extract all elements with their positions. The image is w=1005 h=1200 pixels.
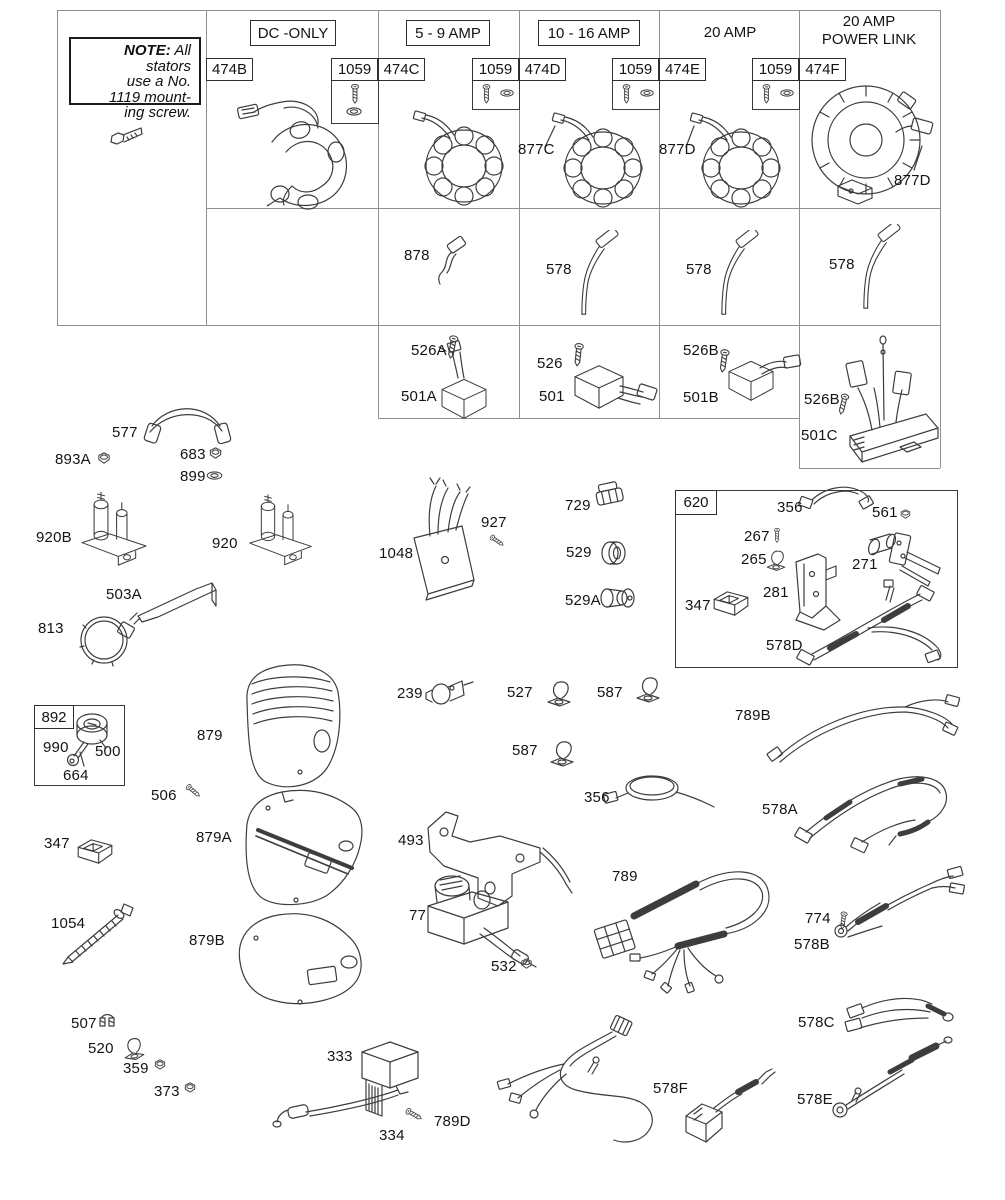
part-label-526b: 526B [683, 342, 719, 359]
part-label-774: 774 [805, 910, 831, 927]
part-tag-474d-text: 474D [524, 61, 561, 78]
part-tag-1059-5-9 [472, 58, 519, 81]
part-label-578e: 578E [797, 1091, 833, 1108]
part-label-500: 500 [95, 743, 121, 760]
part-label-789d: 789D [434, 1113, 471, 1130]
column-header-5-9-amp-text: 5 - 9 AMP [415, 24, 481, 42]
part-tag-474e [659, 58, 706, 81]
drawing-wire-356-2 [603, 776, 714, 807]
part-label-334: 334 [379, 1127, 405, 1144]
drawing-module-77 [428, 876, 536, 967]
part-label-347-2: 347 [44, 835, 70, 852]
part-label-529a: 529A [565, 592, 601, 609]
drawing-stator-474c [413, 111, 503, 205]
drawing-clamp-507 [100, 1015, 114, 1027]
part-tag-1059-20 [752, 58, 799, 81]
part-label-578f: 578F [653, 1080, 688, 1097]
part-label-526a: 526A [411, 342, 447, 359]
part-label-578a: 578A [762, 801, 798, 818]
part-label-1048: 1048 [379, 545, 414, 562]
drawing-screw-927 [489, 534, 505, 547]
part-tag-620 [675, 490, 717, 515]
part-tag-1059-10-16 [612, 58, 659, 81]
part-label-1054: 1054 [51, 915, 86, 932]
column-header-power-link-line1: 20 AMP [842, 13, 896, 30]
part-label-526: 526 [537, 355, 563, 372]
part-label-373: 373 [154, 1083, 180, 1100]
part-label-356: 356 [777, 499, 803, 516]
part-tag-1059-5-9-text: 1059 [478, 61, 513, 78]
part-label-899: 899 [180, 468, 206, 485]
drawing-regulator-501c [846, 336, 938, 462]
part-label-532: 532 [491, 958, 517, 975]
part-label-347: 347 [685, 597, 711, 614]
part-tag-892 [34, 705, 74, 729]
column-header-10-16-amp-text: 10 - 16 AMP [547, 24, 631, 42]
drawing-harness-578c [845, 998, 953, 1031]
part-label-879: 879 [197, 727, 223, 744]
part-tag-892-text: 892 [41, 708, 67, 726]
drawing-cover-879a [246, 790, 362, 904]
part-label-813: 813 [38, 620, 64, 637]
part-label-501a: 501A [401, 388, 437, 405]
part-label-664: 664 [63, 767, 89, 784]
drawing-clip-527 [548, 682, 570, 706]
part-label-529: 529 [566, 544, 592, 561]
drawing-jumper-577 [144, 409, 232, 444]
part-label-877c: 877C [518, 141, 555, 158]
part-label-893a: 893A [55, 451, 91, 468]
part-label-356-2: 356 [584, 789, 610, 806]
note-line2: use a No. [126, 73, 191, 90]
part-label-527: 527 [507, 684, 533, 701]
part-label-271: 271 [852, 556, 878, 573]
drawing-harness-578a [794, 777, 946, 853]
part-tag-474b [206, 58, 253, 81]
part-label-789: 789 [612, 868, 638, 885]
part-tag-1059-10-16-text: 1059 [618, 61, 653, 78]
drawing-harness-789d [497, 1015, 652, 1142]
drawing-bracket-503a [138, 583, 216, 622]
part-label-501: 501 [539, 388, 565, 405]
part-label-877d-2: 877D [894, 172, 931, 189]
drawing-stator-474b [237, 101, 346, 209]
column-header-dc-only-text: DC -ONLY [257, 24, 329, 42]
drawing-nut-893a [99, 453, 109, 463]
part-label-877d: 877D [659, 141, 696, 158]
drawing-note-bolt [111, 128, 142, 144]
part-label-526b-2: 526B [804, 391, 840, 408]
drawing-clip-520 [122, 1037, 144, 1061]
part-label-239: 239 [397, 685, 423, 702]
drawing-nut-532 [522, 959, 531, 968]
drawing-1059-hardware-20 [763, 85, 793, 103]
drawing-regulator-501 [575, 366, 657, 408]
drawing-grommet-529 [602, 542, 625, 564]
part-label-879a: 879A [196, 829, 232, 846]
part-label-578b: 578B [794, 936, 830, 953]
part-label-493: 493 [398, 832, 424, 849]
drawing-bracket-281 [796, 554, 840, 630]
part-label-578c: 578C [798, 1014, 835, 1031]
drawing-connector-729 [594, 481, 624, 506]
part-label-561: 561 [872, 504, 898, 521]
drawing-cover-879b [239, 914, 361, 1004]
column-header-dc-only [250, 20, 336, 46]
drawing-lead-878 [439, 236, 467, 284]
part-tag-1059-20-text: 1059 [758, 61, 793, 78]
drawing-1059-hardware-10-16 [623, 85, 653, 103]
drawing-bracket-493 [428, 812, 572, 906]
part-label-879b: 879B [189, 932, 225, 949]
drawing-switch-347-2 [78, 840, 112, 863]
part-label-587: 587 [597, 684, 623, 701]
drawing-solenoid-920b [82, 492, 146, 565]
part-label-506: 506 [151, 787, 177, 804]
drawing-nut-561 [901, 510, 910, 519]
part-label-267: 267 [744, 528, 770, 545]
part-label-927: 927 [481, 514, 507, 531]
note-line3: 1119 mount- [109, 88, 191, 106]
part-label-878: 878 [404, 247, 430, 264]
part-tag-474d [519, 58, 566, 81]
drawing-lead-578f [686, 1069, 775, 1142]
part-label-501c: 501C [801, 427, 838, 444]
drawing-screw-334 [405, 1108, 423, 1122]
part-label-520: 520 [88, 1040, 114, 1057]
part-label-333: 333 [327, 1048, 353, 1065]
drawing-switch-239 [426, 681, 473, 704]
drawing-clip-265 [767, 551, 785, 570]
drawing-nut-373 [185, 1083, 194, 1092]
column-header-power-link-line2: POWER LINK [821, 31, 917, 48]
drawing-clamp-813 [80, 613, 140, 666]
part-label-587-2: 587 [512, 742, 538, 759]
part-label-920: 920 [212, 535, 238, 552]
part-label-683: 683 [180, 446, 206, 463]
drawing-lead-578e [833, 1037, 952, 1117]
part-tag-474c [378, 58, 425, 81]
drawing-harness-789 [594, 872, 769, 993]
note-line1: All stators [145, 42, 191, 75]
drawing-screw-267 [774, 528, 779, 542]
part-label-501b: 501B [683, 389, 719, 406]
drawing-1059-hardware-dc [347, 84, 361, 115]
drawing-1059-hardware-5-9 [483, 85, 513, 103]
drawing-harness-789b [767, 695, 960, 762]
drawing-nut-683 [210, 448, 220, 458]
part-label-789b: 789B [735, 707, 771, 724]
part-label-578-2: 578 [686, 261, 712, 278]
part-tag-474b-text: 474B [211, 61, 248, 78]
drawing-screw-506 [185, 784, 201, 799]
drawing-stator-474d [545, 113, 642, 207]
drawing-lead-578-a [582, 227, 619, 314]
note-line4: ing screw. [124, 104, 191, 121]
part-label-920b: 920B [36, 529, 72, 546]
part-label-503a: 503A [106, 586, 142, 603]
drawing-solenoid-920 [250, 495, 312, 565]
part-label-77: 77 [409, 907, 427, 924]
drawing-plug-529a [601, 589, 634, 607]
part-label-578: 578 [546, 261, 572, 278]
part-label-281: 281 [763, 584, 789, 601]
drawing-bolt-1054 [63, 904, 133, 964]
drawing-switch-347 [714, 592, 748, 615]
part-tag-474f [799, 58, 846, 81]
drawing-stator-474e [686, 113, 780, 207]
drawing-cover-879 [247, 665, 340, 787]
part-label-507: 507 [71, 1015, 97, 1032]
drawing-nut-359 [155, 1060, 164, 1069]
part-label-990: 990 [43, 739, 69, 756]
drawing-clip-587 [637, 678, 659, 702]
drawing-screw-526b [718, 349, 729, 372]
part-label-578-3: 578 [829, 256, 855, 273]
drawing-washer-899 [207, 472, 221, 479]
drawing-clip-587-2 [551, 742, 573, 766]
part-label-729: 729 [565, 497, 591, 514]
part-tag-474c-text: 474C [383, 61, 420, 78]
note-prefix: NOTE: [124, 42, 171, 59]
drawing-screw-526 [573, 343, 584, 366]
column-header-5-9-amp [406, 20, 490, 46]
part-tag-1059-dc [331, 58, 378, 81]
part-tag-1059-dc-text: 1059 [337, 61, 372, 78]
column-header-10-16-amp [538, 20, 640, 46]
part-tag-620-text: 620 [683, 494, 709, 511]
column-header-20-amp: 20 AMP [703, 24, 757, 41]
part-tag-474e-text: 474E [664, 61, 701, 78]
part-tag-474f-text: 474F [805, 61, 840, 78]
drawing-module-1048 [414, 478, 474, 600]
drawing-lead-578-b [722, 227, 759, 314]
drawing-harness-578b [835, 866, 965, 937]
part-label-359: 359 [123, 1060, 149, 1077]
drawing-lead-578-c [864, 221, 901, 308]
part-label-578d: 578D [766, 637, 803, 654]
part-label-265: 265 [741, 551, 767, 568]
drawing-regulator-501b [729, 355, 801, 401]
part-label-577: 577 [112, 424, 138, 441]
drawing-wire-356 [799, 487, 874, 509]
